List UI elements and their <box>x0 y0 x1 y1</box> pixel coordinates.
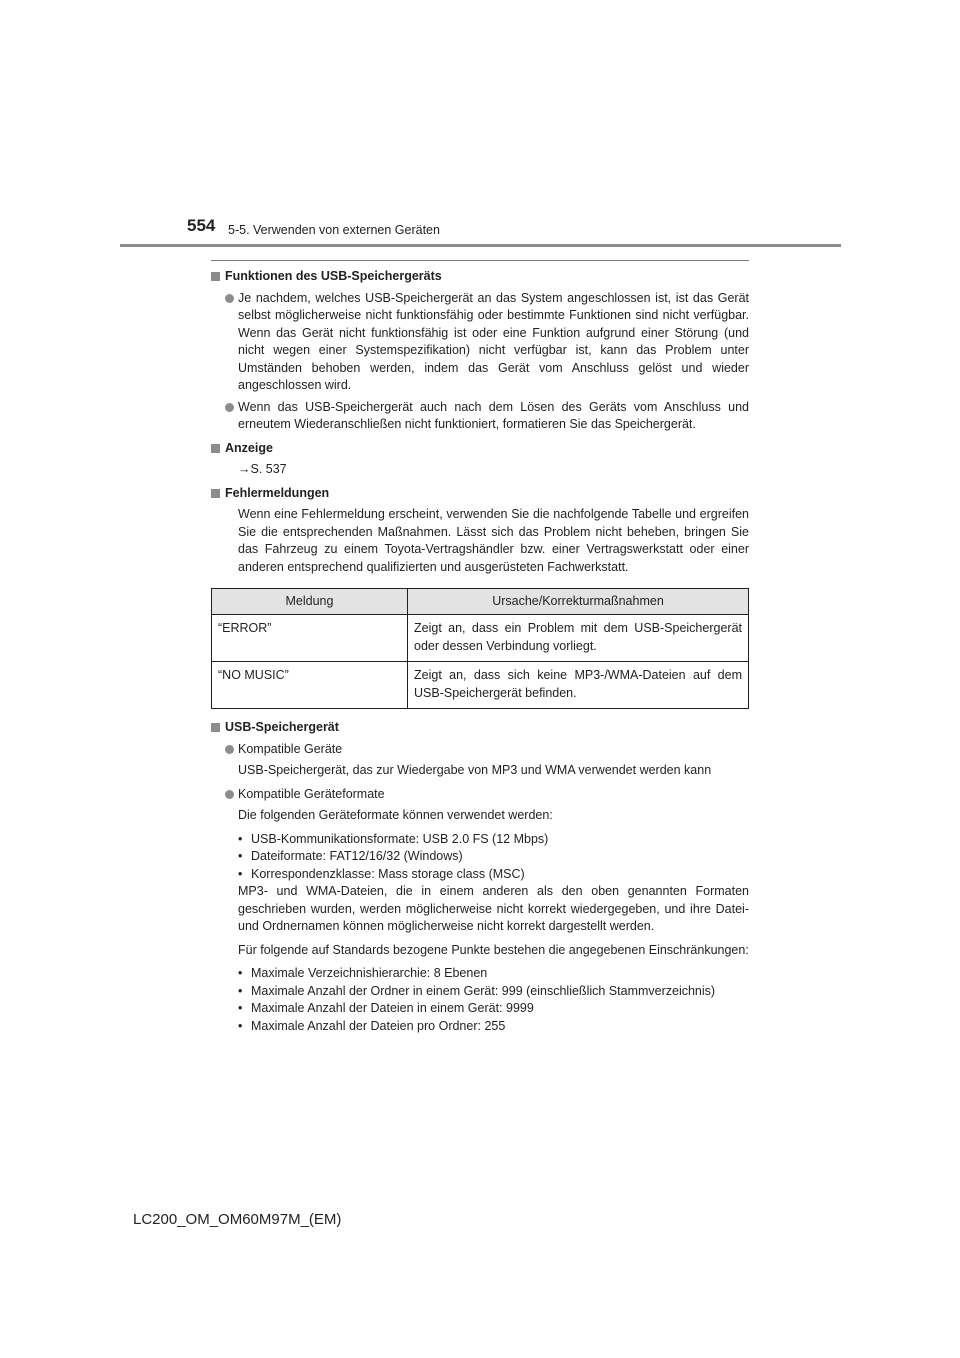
square-bullet-icon <box>211 489 220 498</box>
table-row <box>212 662 749 709</box>
list-item: • Maximale Anzahl der Dateien pro Ordner: 255 <box>238 1018 506 1033</box>
heading-errors: Fehlermeldungen <box>211 485 749 503</box>
compatible-devices-text: USB-Speichergerät, das zur Wiedergabe von MP3 und WMA verwendet werden kann <box>238 763 712 777</box>
page-number: 554 <box>187 216 216 235</box>
bullet-item: Je nachdem, welches USB-Speichergerät an das System angeschlossen ist, ist das Gerät selbst möglicherweise nicht funktionsfähig oder bestimmte Funktionen sind nicht verfügbar. Wenn das Gerät nicht funktionsfähig ist oder eine Funktion aufgrund einer Störung (und nicht wegen einer Systemspezifikation) nicht verfügbar ist, kann das Problem unter Umständen behoben werden, indem das Gerät vom Anschluss gelöst und wieder angeschlossen wird. <box>211 290 749 395</box>
circle-bullet-icon <box>225 745 234 754</box>
heading-display: Anzeige <box>211 440 749 458</box>
bullet-item: Kompatible Geräte <box>211 741 749 759</box>
table-header-cell: Ursache/Korrekturmaßnahmen <box>408 589 749 615</box>
heading-functions: Funktionen des USB-Speichergeräts <box>211 268 749 286</box>
list-item: • Maximale Anzahl der Ordner in einem Gerät: 999 (einschließlich Stammverzeichnis) <box>238 983 716 998</box>
circle-bullet-icon <box>225 790 234 799</box>
document-id: LC200_OM_OM60M97M_(EM) <box>133 1211 342 1228</box>
square-bullet-icon <box>211 272 220 281</box>
content-top-divider <box>211 260 749 261</box>
list-item: • Korrespondenzklasse: Mass storage class (MSC) <box>238 866 525 881</box>
table-cell: “NO MUSIC” <box>212 662 408 709</box>
table-cell: “ERROR” <box>212 615 408 662</box>
errors-intro: Wenn eine Fehlermeldung erscheint, verwenden Sie die nachfolgende Tabelle und ergreifen Sie die entsprechenden Maßnahmen. Lässt sich das Problem nicht beheben, bringen Sie das Fahrzeug zu einem Toyota-Vertragshändler bzw. einer Vertragswerkstatt oder einer anderen entsprechend qualifizierten und ausgerüsteten Fachwerkstatt. <box>238 507 749 574</box>
page-content <box>211 268 749 1035</box>
formats-note: MP3- und WMA-Dateien, die in einem anderen als den oben genannten Formaten geschrieben wurden, werden möglicherweise nicht korrekt wiedergegeben, und ihre Datei- und Ordnernamen können möglicherweise nicht korrekt dargestellt werden. <box>238 884 749 933</box>
square-bullet-icon <box>211 723 220 732</box>
limits-intro: Für folgende auf Standards bezogene Punkte bestehen die angegebenen Einschränkungen: <box>238 942 749 957</box>
list-item: • Dateiformate: FAT12/16/32 (Windows) <box>238 849 463 863</box>
square-bullet-icon <box>211 444 220 453</box>
heading-usb: USB-Speichergerät <box>211 719 749 737</box>
bullet-item: Wenn das USB-Speichergerät auch nach dem Lösen des Geräts vom Anschluss und erneutem Wiederanschließen nicht funktioniert, formatieren Sie das Speichergerät. <box>211 399 749 434</box>
list-item: • USB-Kommunikationsformate: USB 2.0 FS (12 Mbps) <box>238 831 549 846</box>
table-cell: Zeigt an, dass sich keine MP3-/WMA-Dateien auf dem USB-Speichergerät befinden. <box>408 662 749 709</box>
header-divider <box>120 244 841 247</box>
table-header-cell: Meldung <box>212 589 408 615</box>
page-reference: →S. 537 <box>238 462 287 476</box>
table-row <box>212 615 749 662</box>
table-header-row <box>212 589 749 615</box>
bullet-item: Kompatible Geräteformate <box>211 786 749 804</box>
list-item: • Maximale Verzeichnishierarchie: 8 Ebenen <box>238 966 488 980</box>
circle-bullet-icon <box>225 403 234 412</box>
error-table <box>211 588 749 709</box>
formats-intro: Die folgenden Geräteformate können verwendet werden: <box>238 808 553 822</box>
circle-bullet-icon <box>225 294 234 303</box>
list-item: • Maximale Anzahl der Dateien in einem Gerät: 9999 <box>238 1001 534 1015</box>
section-title: 5-5. Verwenden von externen Geräten <box>228 223 440 237</box>
table-cell: Zeigt an, dass ein Problem mit dem USB-Speichergerät oder dessen Verbindung vorliegt. <box>408 615 749 662</box>
